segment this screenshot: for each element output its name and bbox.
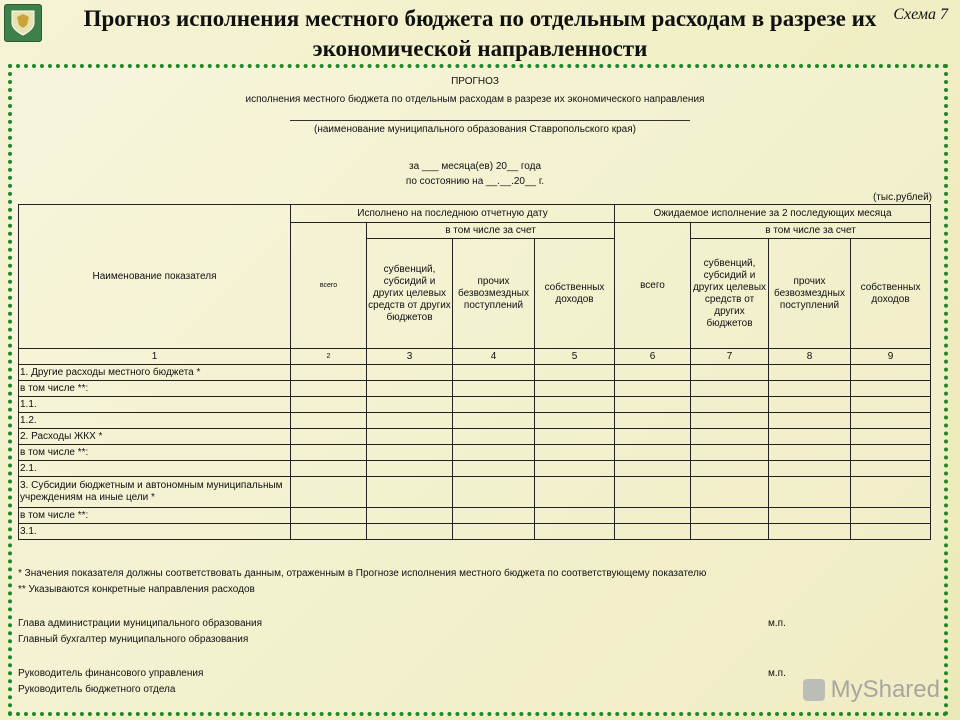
row-label: 3.1.: [19, 524, 291, 540]
table-row: [19, 524, 931, 540]
row-label: в том числе **:: [19, 445, 291, 461]
footnote-1: * Значения показателя должны соответствовать данным, отраженным в Прогнозе исполнения местного бюджета по соответствующему показателю: [18, 568, 707, 579]
row-label: 1.2.: [19, 413, 291, 429]
forecast-table: [18, 204, 931, 540]
table-row: [19, 397, 931, 413]
col-number: 6: [615, 349, 691, 365]
municipality-line: [290, 120, 690, 121]
signature-accountant: Главный бухгалтер муниципального образования: [18, 634, 249, 645]
expected-incl-header: в том числе за счет: [691, 223, 931, 239]
row-label: в том числе **:: [19, 381, 291, 397]
col-number: 5: [535, 349, 615, 365]
row-label: 3. Субсидии бюджетным и автономным муниципальным учреждениям на иные цели *: [19, 477, 291, 508]
expected-total-header: всего: [615, 223, 691, 349]
municipality-caption: (наименование муниципального образования Ставропольского края): [314, 124, 636, 135]
group-expected-header: Ожидаемое исполнение за 2 последующих месяца: [615, 205, 931, 223]
expected-subsidies-header: субвенций, субсидий и других целевых средств от других бюджетов: [691, 239, 769, 349]
row-label: 2. Расходы ЖКХ *: [19, 429, 291, 445]
executed-subsidies-header: субвенций, субсидий и других целевых средств от других бюджетов: [367, 239, 453, 349]
row-label: 1.1.: [19, 397, 291, 413]
col-number: 3: [367, 349, 453, 365]
stamp-place-2: м.п.: [768, 668, 786, 679]
table-row: [19, 413, 931, 429]
expected-own-header: собственных доходов: [851, 239, 931, 349]
slide-title: Прогноз исполнения местного бюджета по отдельным расходам в разрезе их экономической направленности: [83, 6, 877, 61]
table-row: [19, 461, 931, 477]
emblem-logo: [4, 4, 42, 42]
table-row: [19, 477, 931, 508]
scheme-label: Схема 7: [893, 6, 948, 23]
coat-of-arms-icon: [10, 9, 36, 37]
signature-finance: Руководитель финансового управления: [18, 668, 204, 679]
executed-incl-header: в том числе за счет: [367, 223, 615, 239]
col-number: 9: [851, 349, 931, 365]
row-label: 2.1.: [19, 461, 291, 477]
executed-total-header: всего: [291, 223, 367, 349]
table-row: [19, 429, 931, 445]
signature-head: Глава администрации муниципального образования: [18, 618, 263, 629]
table-row: [19, 445, 931, 461]
as-of-text: по состоянию на __.__.20__ г.: [405, 176, 545, 187]
expected-other-header: прочих безвозмездных поступлений: [769, 239, 851, 349]
watermark-text: MyShared: [830, 676, 940, 703]
row-label: в том числе **:: [19, 508, 291, 524]
watermark-icon: [803, 679, 825, 701]
units-label: (тыс.рублей): [872, 192, 932, 203]
stamp-place-1: м.п.: [768, 618, 786, 629]
col-number: 8: [769, 349, 851, 365]
group-executed-header: Исполнено на последнюю отчетную дату: [291, 205, 615, 223]
row-label: 1. Другие расходы местного бюджета *: [19, 365, 291, 381]
form-subheading: исполнения местного бюджета по отдельным расходам в разрезе их экономического направления: [245, 94, 705, 105]
footnotes: [18, 566, 706, 598]
table-row: [19, 508, 931, 524]
col-number: 1: [19, 349, 291, 365]
col-number: 4: [453, 349, 535, 365]
period-text: за ___ месяца(ев) 20__ года: [408, 161, 542, 172]
col-number: 7: [691, 349, 769, 365]
col-number: 2: [291, 349, 367, 365]
table-row: [19, 381, 931, 397]
executed-own-header: собственных доходов: [535, 239, 615, 349]
col-name-header: Наименование показателя: [19, 205, 291, 349]
executed-other-header: прочих безвозмездных поступлений: [453, 239, 535, 349]
watermark: [803, 676, 940, 704]
form-heading: ПРОГНОЗ: [451, 76, 499, 87]
footnote-2: ** Указываются конкретные направления расходов: [18, 584, 255, 595]
signature-budget: Руководитель бюджетного отдела: [18, 684, 176, 695]
table-row: [19, 365, 931, 381]
document: [18, 72, 932, 702]
